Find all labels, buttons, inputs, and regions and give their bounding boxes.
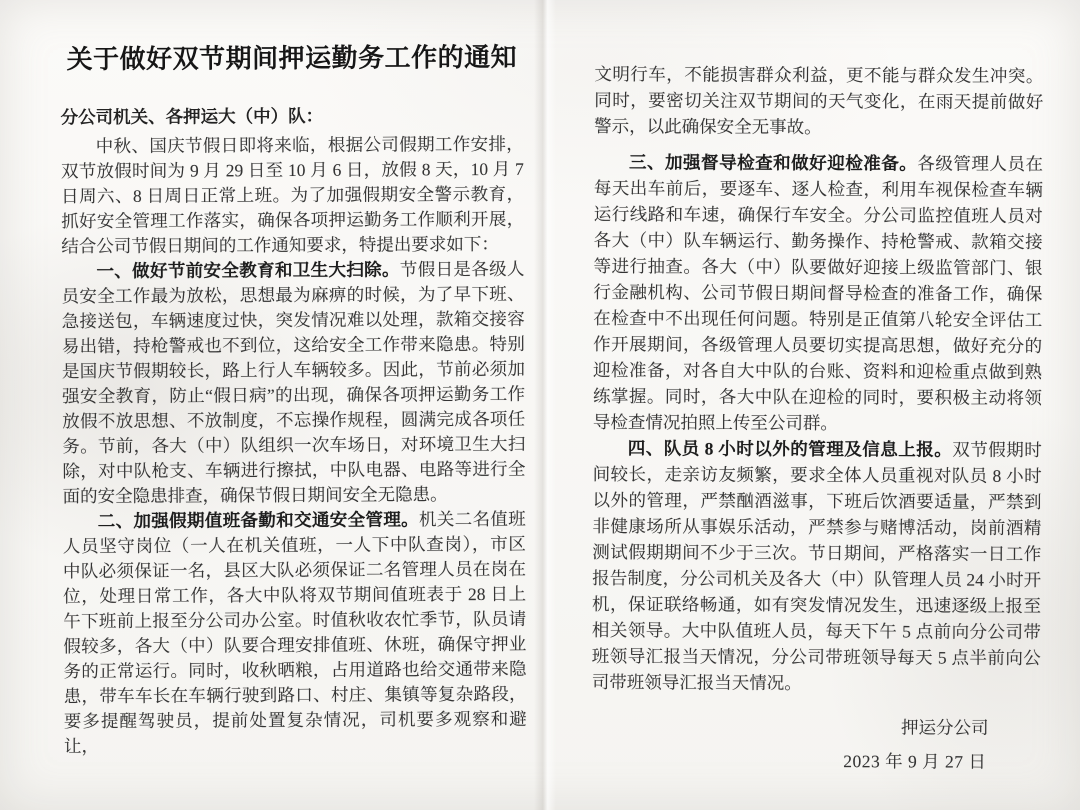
section-3-paragraph — [593, 149, 1043, 437]
section-4-paragraph — [592, 435, 1042, 697]
section-2-paragraph — [63, 507, 527, 759]
page-2 — [545, 0, 1080, 810]
section-2-body: 机关二名值班人员坚守岗位（一人在机关值班，一人下中队查岗），市区中队必须保证一名，县区大队必须保证二名管理人员在岗在位，处理日常工作，各大中队将双节期间值班表于 28 日上午下班前上报至分公司办公室。时值秋收农忙季节，队员请假较多，各大（中）队要合理安排值班、休班，确保守押业务的正常运行。同时，收秋晒粮，占用道路也给交通带来隐患，带车车长在车辆行驶到路口、村庄、集镇等复杂路段，要多提醒驾驶员，提前处置复杂情况，司机要多观察和避让， — [62, 508, 527, 757]
page-2-content — [591, 0, 1043, 779]
signature-org: 押运分公司 — [900, 717, 989, 738]
section-3-body: 各级管理人员在每天出车前后，要逐车、逐人检查，利用车视保检查车辆运行线路和车速，确保行车安全。分公司监控值班人员对各大（中）队车辆运行、勤务操作、持枪警戒、款箱交接等进行抽查。各大（中）队要做好迎接上级监管部门、银行金融机构、公司节假日期间督导检查的准备工作，确保在检查中不出现任何问题。特别是正值第八轮安全评估工作开展期间，各级管理人员要切实提高思想，做好充分的迎检准备，对各自大中队的台账、资料和迎检重点做到熟练掌握。同时，各大中队在迎检的同时，要积极主动将领导检查情况拍照上传至公司群。 — [592, 153, 1044, 434]
continuation-paragraph: 文明行车，不能损害群众利益，更不能与群众发生冲突。同时，要密切关注双节期间的天气变化，在雨天提前做好警示，以此确保安全无事故。 — [594, 64, 1044, 138]
section-2-heading: 二、加强假期值班备勤和交通安全管理。 — [97, 509, 420, 532]
intro-paragraph: 中秋、国庆节假日即将来临，根据公司假期工作安排，双节放假时间为 9 月 29 日至 10 月 6 日，放假 8 天，10 月 7 日周六、8 日周日正常上班。为了加强假期安全警示教育，抓好安全管理工作落实，确保各项押运勤务工作顺利开展，结合公司节假日期间的工作通知要求，特提出要求如下： — [60, 133, 525, 257]
section-1-body: 节假日是各级人员安全工作最为放松，思想最为麻痹的时候，为了早下班、急接送包，车辆速度过快，突发情况难以处理，款箱交接容易出错，持枪警戒也不到位，这给安全工作带来隐患。特别是国庆节假期较长，路上行人车辆较多。因此，节前必须加强安全教育，防止“假日病”的出现，确保各项押运勤务工作放假不放思想、不放制度，不忘操作规程，圆满完成各项任务。节前，各大（中）队组织一次车场日，对环境卫生大扫除，对中队枪支、车辆进行擦拭，中队电器、电路等进行全面的安全隐患排查，确保节假日期间安全无隐患。 — [61, 258, 526, 507]
salutation: 分公司机关、各押运大（中）队： — [60, 105, 324, 128]
section-4-heading: 四、队员 8 小时以外的管理及信息上报。 — [627, 438, 953, 460]
section-3-heading: 三、加强督导检查和做好迎检准备。 — [628, 152, 918, 174]
section-4-body: 双节假期时间较长，走亲访友频繁，要求全体人员重视对队员 8 小时以外的管理，严禁酗酒滋事，下班后饮酒要适量，严禁到非健康场所从事娱乐活动，严禁参与赌博活动，岗前酒精测试假期期间不少于三次。节日期间，严格落实一日工作报告制度，分公司机关及各大（中）队管理人员 24 小时开机，保证联络畅通，如有突发情况发生，迅速逐级上报至相关领导。大中队值班人员，每天下午 5 点前向分公司带班领导汇报当天情况，分公司带班领导每天 5 点半前向公司带班领导汇报当天情况。 — [591, 439, 1042, 693]
page-1-content — [60, 0, 527, 759]
signature-block — [591, 709, 1040, 779]
section-1-heading: 一、做好节前安全教育和卫生大扫除。 — [96, 259, 400, 282]
signature-date: 2023 年 9 月 27 日 — [843, 751, 987, 772]
section-1-paragraph — [61, 257, 525, 509]
document-title: 关于做好双节期间押运勤务工作的通知 — [66, 42, 518, 75]
